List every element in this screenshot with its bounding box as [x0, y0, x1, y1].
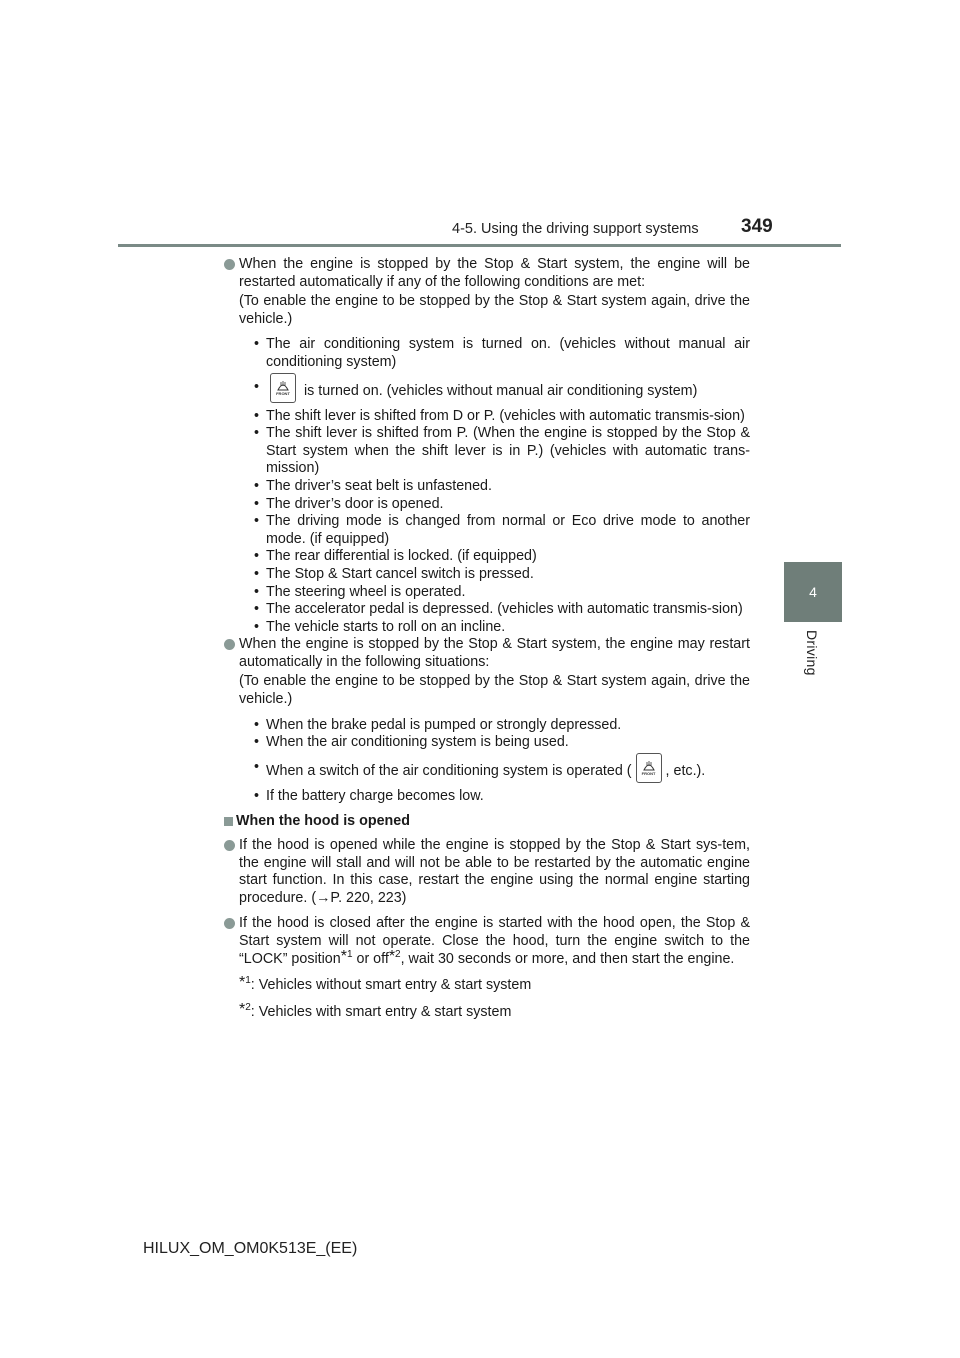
bullet-circle-icon: [224, 918, 235, 929]
header-divider: [118, 244, 841, 247]
footnote: *$^1$: Vehicles without smart entry & start system: [239, 974, 532, 994]
asterisk-icon: *: [340, 947, 347, 965]
paragraph: When the engine is stopped by the Stop & Start system, the engine may restart automatically in the following situations:: [239, 636, 750, 670]
section-title: 4-5. Using the driving support systems: [452, 221, 699, 237]
defroster-symbol-icon: [642, 759, 656, 771]
list-item: • The rear differential is locked. (if equipped): [254, 548, 537, 565]
front-defroster-icon: FRONT: [270, 373, 296, 403]
list-item: • When a switch of the air conditioning system is operated ( FRONT , etc.).: [254, 759, 750, 783]
bullet-circle-icon: [224, 259, 235, 270]
list-item: • The driver’s seat belt is unfastened.: [254, 477, 492, 494]
paragraph: When the engine is stopped by the Stop & Start system, the engine will be restarted automatically if any of the following conditions are met:: [239, 256, 750, 290]
list-item: • The shift lever is shifted from D or P. (vehicles with automatic transmis-sion): [254, 407, 745, 424]
bullet-hood-closed: [224, 915, 750, 1021]
list-item: • The shift lever is shifted from P. (When the engine is stopped by the Stop & Start system when the shift lever is in P.) (vehicles with automatic trans-mission): [254, 425, 750, 477]
asterisk-icon: *: [239, 974, 246, 992]
list-item: • If the battery charge becomes low.: [254, 787, 484, 804]
chapter-tab[interactable]: [784, 562, 842, 622]
list-item: • The accelerator pedal is depressed. (vehicles with automatic transmis-sion): [254, 601, 743, 618]
note: (To enable the engine to be stopped by the Stop & Start system again, drive the vehicle.): [239, 673, 750, 708]
bullet-hood-opened: [224, 837, 750, 907]
square-bullet-icon: [224, 817, 233, 826]
list-item: • The driver’s door is opened.: [254, 495, 444, 512]
document-code: HILUX_OM_OM0K513E_(EE): [143, 1240, 358, 1257]
chapter-number: 4: [809, 584, 817, 600]
list-item: • FRONT is turned on. (vehicles without manual air conditioning system): [254, 379, 750, 403]
list-item: • When the brake pedal is pumped or strongly depressed.: [254, 716, 622, 733]
list-item: • The vehicle starts to roll on an incline.: [254, 618, 506, 635]
paragraph: If the hood is opened while the engine is stopped by the Stop & Start sys-tem, the engine will stall and will not be able to be restarted by the automatic engine start function. In this case, restart the engine using the normal engine starting procedure. (→P. 220, 223): [239, 837, 750, 906]
front-defroster-icon: FRONT: [636, 753, 662, 783]
list-item: • The air conditioning system is turned on. (vehicles without manual air conditioning system): [254, 336, 750, 370]
chapter-label: Driving: [804, 630, 820, 676]
condition-list: [254, 336, 750, 636]
paragraph: If the hood is closed after the engine is started with the hood open, the Stop & Start system will not operate. Close the hood, turn the engine switch to the “LOCK” position*$^1$ or off*$^2$, wait 30 seconds or more, and then start the engine.: [239, 915, 750, 967]
footnote: *$^2$: Vehicles with smart entry & start system: [239, 1000, 512, 1020]
list-item: • The steering wheel is operated.: [254, 583, 466, 600]
bullet-restart-situations: [224, 636, 750, 805]
bullet-restart-conditions: [224, 256, 750, 636]
asterisk-icon: *: [388, 947, 396, 965]
situation-list: [254, 717, 750, 806]
section-heading-hood: When the hood is opened: [224, 813, 750, 831]
list-item: • The driving mode is changed from normal or Eco drive mode to another mode. (if equipped): [254, 513, 750, 547]
asterisk-icon: *: [239, 1000, 246, 1018]
list-item: • The Stop & Start cancel switch is pressed.: [254, 565, 534, 582]
note: (To enable the engine to be stopped by the Stop & Start system again, drive the vehicle.): [239, 293, 750, 327]
bullet-circle-icon: [224, 840, 235, 851]
defroster-symbol-icon: [276, 379, 290, 391]
list-item: • When the air conditioning system is being used.: [254, 734, 569, 751]
bullet-circle-icon: [224, 639, 235, 650]
page-number: 349: [741, 216, 773, 237]
page-content: [224, 256, 750, 1021]
